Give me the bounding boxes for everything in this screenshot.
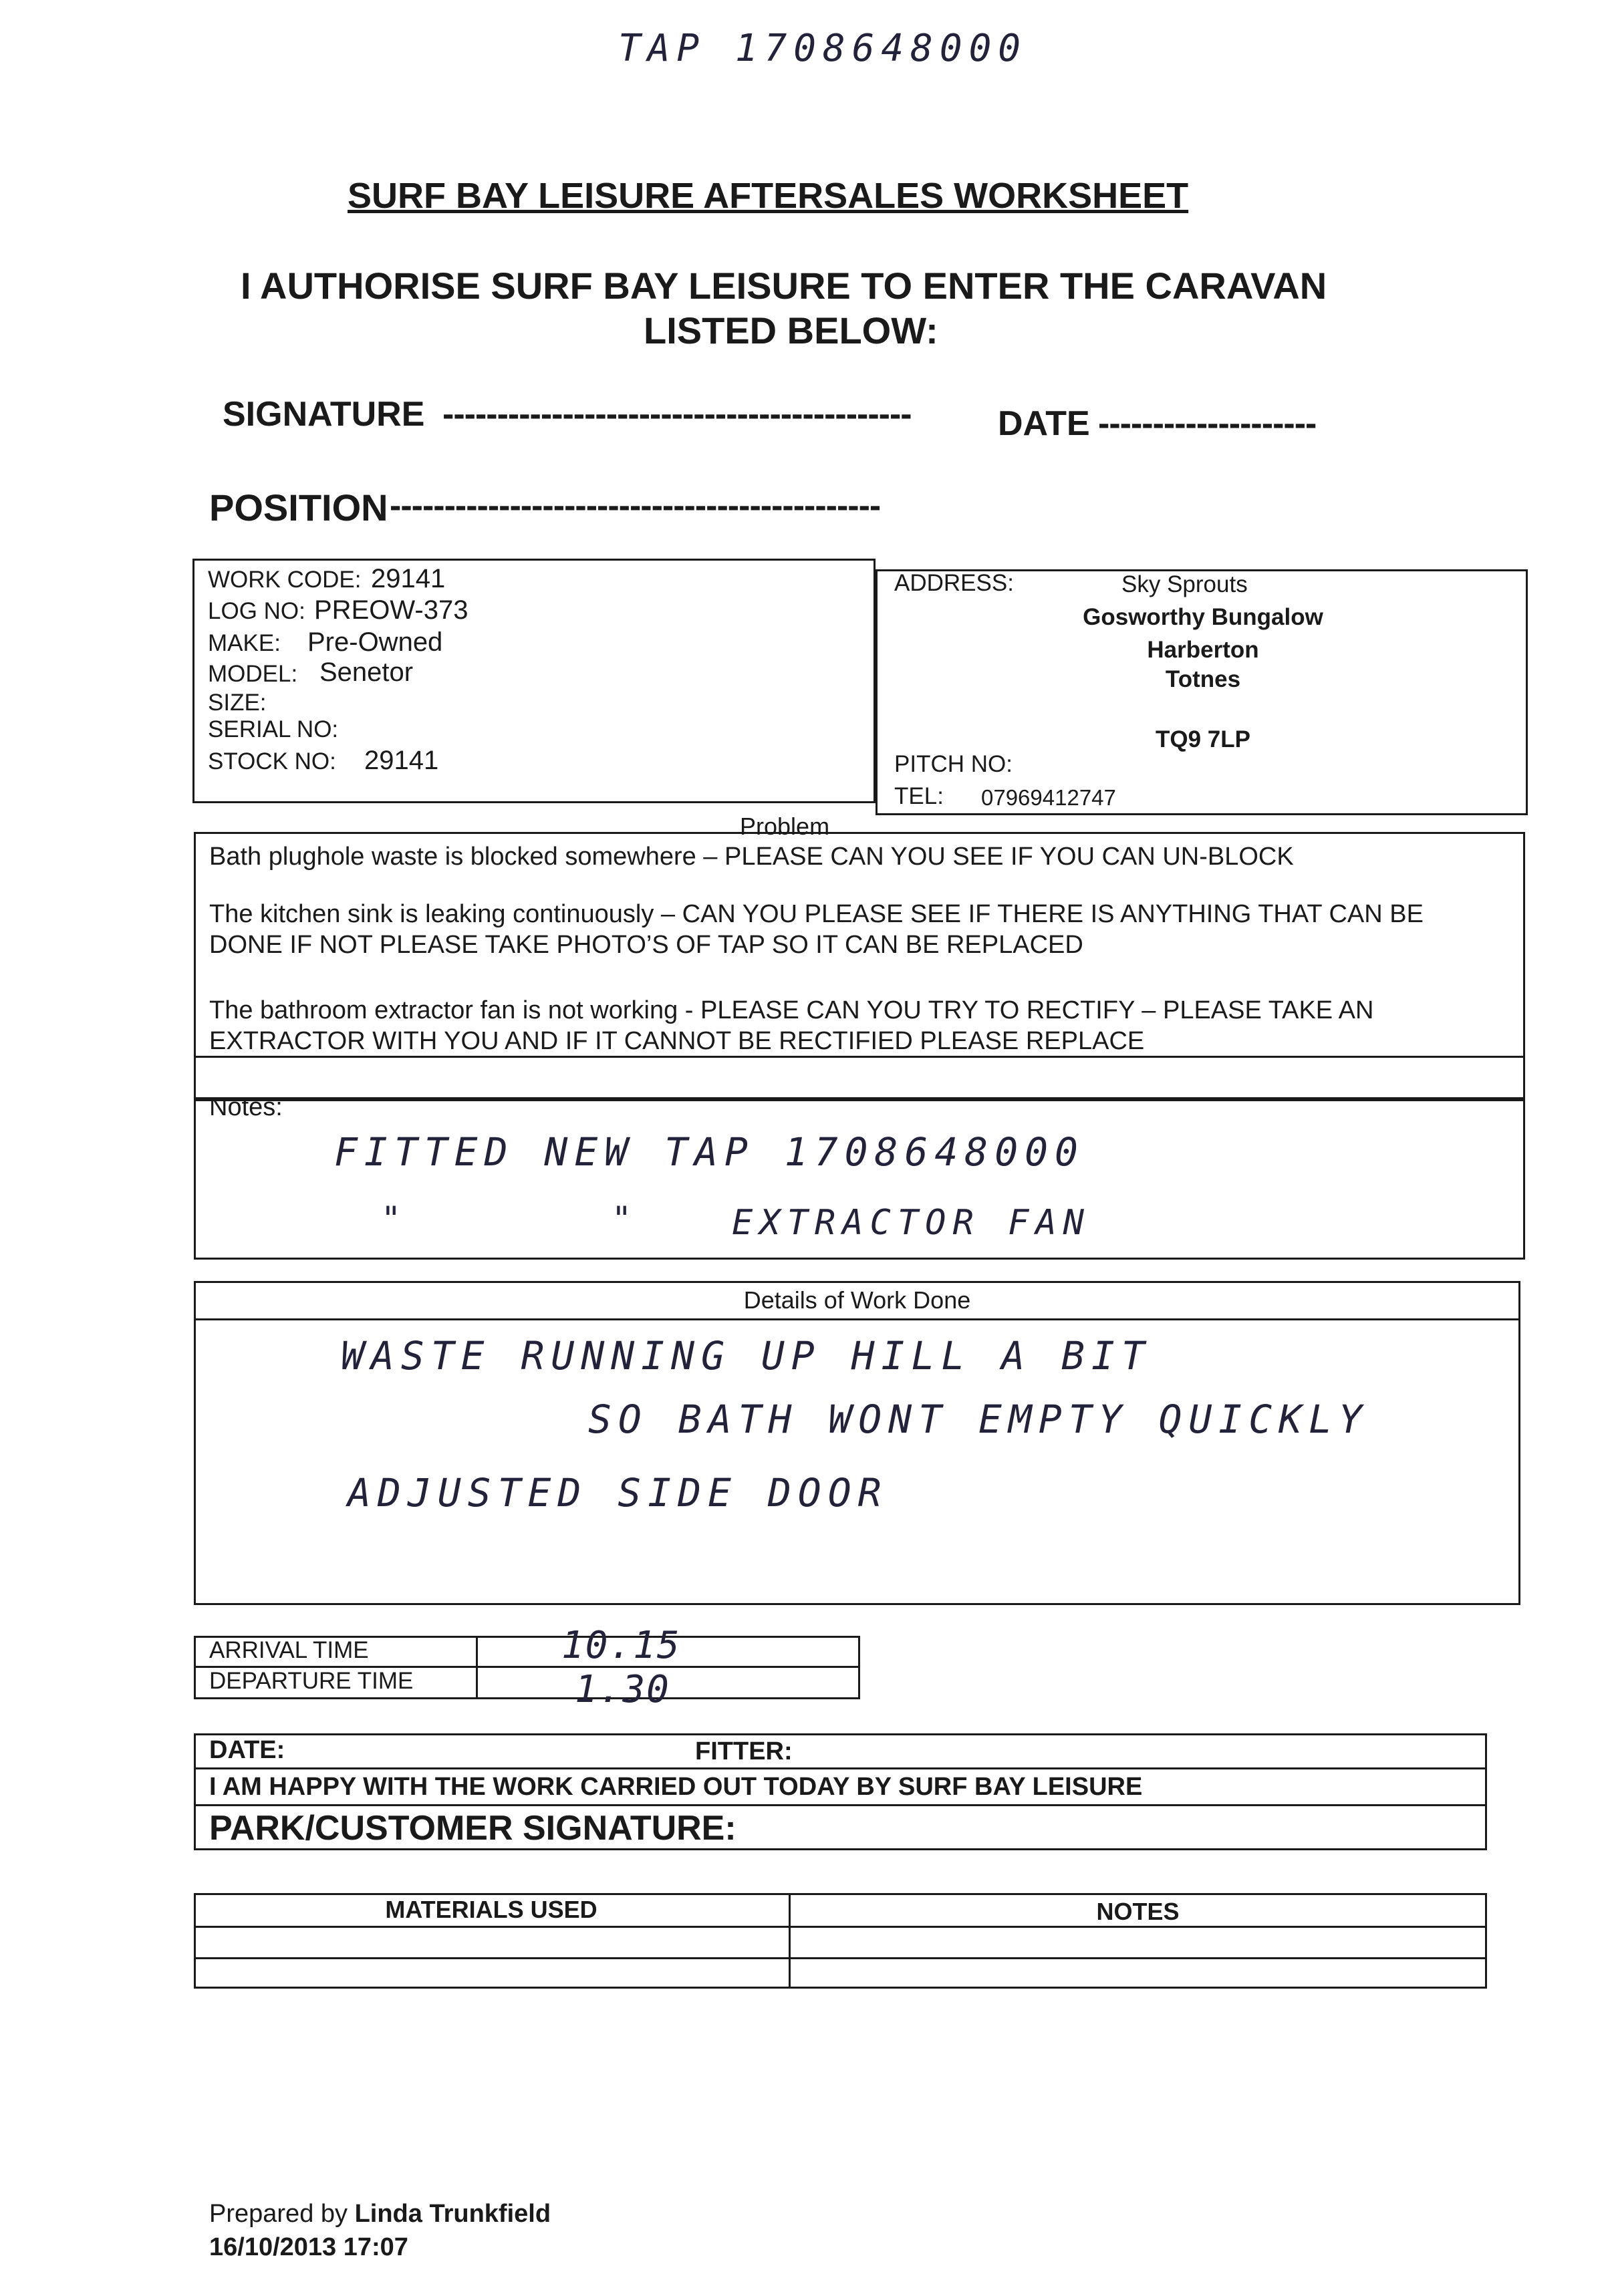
problem-heading: Problem — [740, 813, 830, 840]
notes-handwriting-line-1: FITTED NEW TAP 1708648000 — [334, 1129, 1085, 1175]
make-label: MAKE: — [208, 630, 281, 656]
top-handwritten-note: TAP 1708648000 — [618, 27, 1028, 70]
problem-item-3-line-1: The bathroom extractor fan is not working - PLEASE CAN YOU TRY TO RECTIFY – PLEASE TAKE AN — [209, 996, 1374, 1024]
stock-no-value: 29141 — [364, 746, 439, 775]
arrival-time-label: ARRIVAL TIME — [209, 1637, 369, 1663]
log-no-label: LOG NO: — [208, 598, 305, 624]
work-done-handwriting-line-1: WASTE RUNNING UP HILL A BIT — [341, 1333, 1152, 1379]
tel-value: 07969412747 — [981, 785, 1116, 810]
log-no-value: PREOW-373 — [314, 595, 468, 625]
position-dashes: --------------------------------------------- — [390, 486, 881, 525]
prepared-by — [209, 2200, 551, 2229]
work-done-handwriting-line-2: SO BATH WONT EMPTY QUICKLY — [588, 1397, 1369, 1442]
signoff-fitter-label: FITTER: — [695, 1737, 793, 1765]
problem-item-1: Bath plughole waste is blocked somewhere – PLEASE CAN YOU SEE IF YOU CAN UN-BLOCK — [209, 843, 1294, 871]
signoff-date-label: DATE: — [209, 1736, 285, 1764]
address-label: ADDRESS: — [894, 570, 1014, 596]
signoff-happy-text: I AM HAPPY WITH THE WORK CARRIED OUT TODAY BY SURF BAY LEISURE — [209, 1773, 1143, 1801]
model-label: MODEL: — [208, 661, 298, 687]
problem-item-2-line-2: DONE IF NOT PLEASE TAKE PHOTO’S OF TAP SO IT CAN BE REPLACED — [209, 931, 1083, 959]
pitch-no-label: PITCH NO: — [894, 751, 1013, 777]
work-code-value: 29141 — [371, 564, 446, 593]
departure-time-value: 1.30 — [575, 1668, 670, 1711]
work-code-label: WORK CODE: — [208, 567, 362, 593]
problem-item-3-line-2: EXTRACTOR WITH YOU AND IF IT CANNOT BE RECTIFIED PLEASE REPLACE — [209, 1027, 1145, 1055]
address-name: Sky Sprouts — [1121, 571, 1248, 597]
tel-label: TEL: — [894, 783, 944, 809]
departure-time-label: DEPARTURE TIME — [209, 1668, 414, 1694]
make-value: Pre-Owned — [307, 627, 443, 657]
arrival-time-value: 10.15 — [561, 1624, 681, 1667]
prepared-by-name: Linda Trunkfield — [354, 2200, 551, 2228]
materials-notes-header: NOTES — [1096, 1898, 1180, 1925]
materials-header-divider — [194, 1926, 1487, 1928]
work-done-heading-divider — [194, 1318, 1520, 1320]
notes-label: Notes: — [209, 1093, 283, 1121]
page-title: SURF BAY LEISURE AFTERSALES WORKSHEET — [348, 176, 1189, 216]
model-value: Senetor — [319, 658, 414, 687]
signoff-divider-1 — [194, 1767, 1487, 1769]
address-line-2: Harberton — [1147, 637, 1259, 663]
work-done-heading: Details of Work Done — [743, 1286, 971, 1314]
times-column-divider — [476, 1636, 478, 1699]
date-label: DATE — [998, 404, 1090, 443]
materials-row-divider — [194, 1957, 1487, 1959]
serial-no-label: SERIAL NO: — [208, 716, 339, 742]
problem-item-2-line-1: The kitchen sink is leaking continuously – CAN YOU PLEASE SEE IF THERE IS ANYTHING THAT CAN BE — [209, 900, 1424, 928]
signoff-divider-2 — [194, 1804, 1487, 1806]
notes-handwriting-line-2: EXTRACTOR FAN — [732, 1203, 1091, 1243]
size-label: SIZE: — [208, 690, 267, 716]
authorise-line-2: LISTED BELOW: — [644, 309, 938, 351]
prepared-datetime: 16/10/2013 17:07 — [209, 2233, 408, 2261]
notes-ditto-2: " — [612, 1199, 639, 1238]
work-done-box — [194, 1281, 1520, 1605]
position-label: POSITION — [209, 486, 388, 529]
materials-used-header: MATERIALS USED — [385, 1896, 597, 1923]
date-dashes: -------------------- — [1098, 404, 1317, 443]
signature-label: SIGNATURE — [223, 395, 425, 434]
problem-divider — [194, 1056, 1525, 1058]
notes-ditto-1: " — [381, 1199, 408, 1238]
address-postcode: TQ9 7LP — [1156, 726, 1250, 752]
customer-signature-label: PARK/CUSTOMER SIGNATURE: — [209, 1809, 736, 1848]
authorise-line-1: I AUTHORISE SURF BAY LEISURE TO ENTER THE CARAVAN — [241, 265, 1327, 307]
problem-box — [194, 832, 1525, 1099]
prepared-by-label: Prepared by — [209, 2200, 348, 2228]
stock-no-label: STOCK NO: — [208, 748, 336, 774]
address-line-3: Totnes — [1165, 666, 1241, 692]
signature-dashes: ------------------------------------------- — [442, 395, 912, 434]
work-done-handwriting-line-3: ADJUSTED SIDE DOOR — [348, 1470, 888, 1516]
address-line-1: Gosworthy Bungalow — [1083, 604, 1323, 630]
